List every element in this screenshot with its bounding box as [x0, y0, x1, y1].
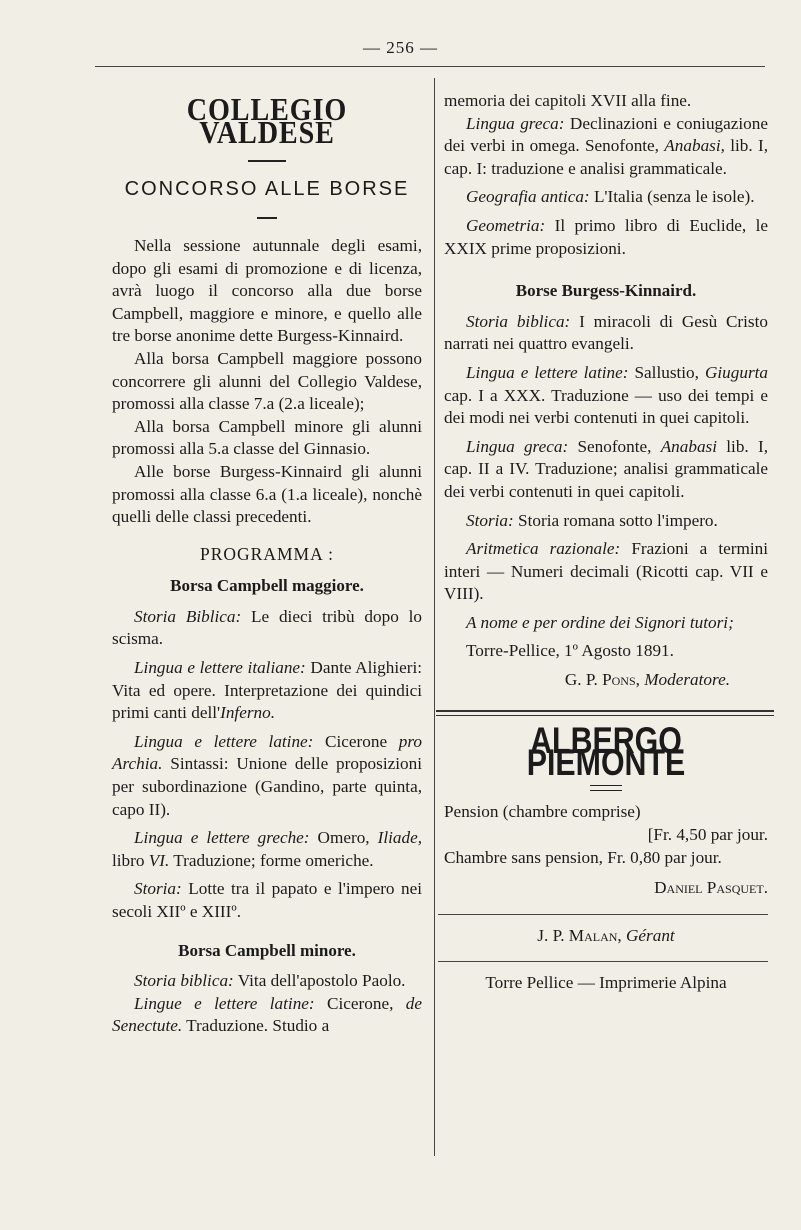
advert-title: ALBERGO PIEMONTE	[526, 719, 686, 784]
subject-item: Lingue e lettere latine: Cicerone, de Senectute. Traduzione. Studio a	[112, 993, 422, 1036]
eligibility-burgess: Alle borse Burgess-Kinnaird gli alunni promossi alla classe 6.a (1.a liceale), nonchè quelli delle classi precedenti.	[112, 461, 422, 527]
gerant-rule	[438, 914, 768, 915]
campbell-major-heading: Borsa Campbell maggiore.	[170, 576, 364, 596]
article-subtitle: CONCORSO ALLE BORSE	[124, 177, 410, 200]
printer-line: Torre Pellice — Imprimerie Alpina	[485, 973, 727, 993]
campbell-minor-heading: Borsa Campbell minore.	[178, 940, 356, 960]
advert-line: [Fr. 4,50 par jour.	[647, 825, 768, 845]
subject-item: Lingua e lettere italiane: Dante Alighieri: Vita ed opere. Interpretazione dei quindici primi canti dell'Inferno.	[112, 658, 422, 723]
subject-item: Storia Biblica: Le dieci tribù dopo lo scisma.	[112, 606, 422, 649]
subject-item: Aritmetica razionale: Frazioni a termini interi — Numeri decimali (Ricotti cap. VII e VIII).	[444, 539, 768, 604]
article-title: COLLEGIO VALDESE	[186, 91, 348, 150]
title-dash	[112, 147, 422, 170]
signature: G. P. Pons, Moderatore.	[564, 670, 730, 690]
place-date: Torre-Pellice, 1º Agosto 1891.	[466, 641, 674, 661]
program-label: PROGRAMMA :	[199, 543, 335, 564]
subject-item: Storia biblica: I miracoli di Gesù Cristo narrati nei quattro evangeli.	[444, 311, 768, 354]
advert-line: Chambre sans pension, Fr. 0,80 par jour.	[444, 847, 722, 867]
right-column	[444, 82, 768, 995]
burgess-heading: Borse Burgess-Kinnaird.	[515, 281, 697, 301]
subject-item: Geometria: Il primo libro di Euclide, le XXIX prime proposizioni.	[444, 215, 768, 258]
subject-item: Storia: Lotte tra il papato e l'impero nei secoli XIIº e XIIIº.	[112, 879, 422, 921]
closing-text: A nome e per ordine dei Signori tutori;	[466, 612, 734, 632]
subject-item: Storia biblica: Vita dell'apostolo Paolo.	[134, 971, 406, 991]
page-number: — 256 —	[363, 38, 438, 57]
printer-rule	[438, 961, 768, 962]
subject-item: Lingua e lettere latine: Cicerone pro Archia. Sintassi: Unione delle proposizioni per subordinazione (Gandino, parte quinta, capo II).	[112, 731, 422, 819]
subject-item: Lingua greca: Senofonte, Anabasi lib. I, cap. II a IV. Traduzione; analisi grammaticale dei verbi contenuti in quei capitoli.	[444, 436, 768, 501]
advert-proprietor: Daniel Pasquet.	[654, 878, 768, 898]
subject-item: Geografia antica: L'Italia (senza le isole).	[466, 187, 755, 207]
column-divider	[434, 78, 435, 1156]
intro-paragraph: Nella sessione autunnale degli esami, dopo gli esami di promozione e di licenza, avrà luogo il concorso alla due borse Campbell, maggiore e minore, e quello alle tre borse anonime dette Burgess-Kinnaird.	[112, 235, 422, 346]
subject-item: Storia: Storia romana sotto l'impero.	[466, 510, 718, 530]
advert-line: Pension (chambre comprise)	[444, 802, 641, 822]
subtitle-dash	[112, 204, 422, 227]
advert-separator	[436, 710, 774, 716]
continuation-text: memoria dei capitoli XVII alla fine.	[444, 91, 692, 110]
subject-item: Lingua e lettere greche: Omero, Iliade, libro VI. Traduzione; forme omeriche.	[112, 828, 422, 870]
gerant-line: J. P. Malan, Gérant	[537, 925, 675, 945]
subject-item: Lingua greca: Declinazioni e coniugazione dei verbi in omega. Senofonte, Anabasi, lib. I, cap. I: traduzione e analisi grammaticale.	[444, 113, 769, 178]
eligibility-campbell-minor: Alla borsa Campbell minore gli alunni promossi alla 5.a classe del Ginnasio.	[112, 416, 422, 459]
left-column	[112, 82, 422, 1038]
eligibility-campbell-major: Alla borsa Campbell maggiore possono concorrere gli alunni del Collegio Valdese, promossi alla classe 7.a (2.a liceale);	[112, 348, 422, 414]
subject-item: Lingua e lettere latine: Sallustio, Giugurta cap. I a XXX. Traduzione — uso dei tempi e dei modi nei verbi contenuti in quei capitoli.	[444, 362, 768, 428]
header-rule	[95, 66, 765, 67]
